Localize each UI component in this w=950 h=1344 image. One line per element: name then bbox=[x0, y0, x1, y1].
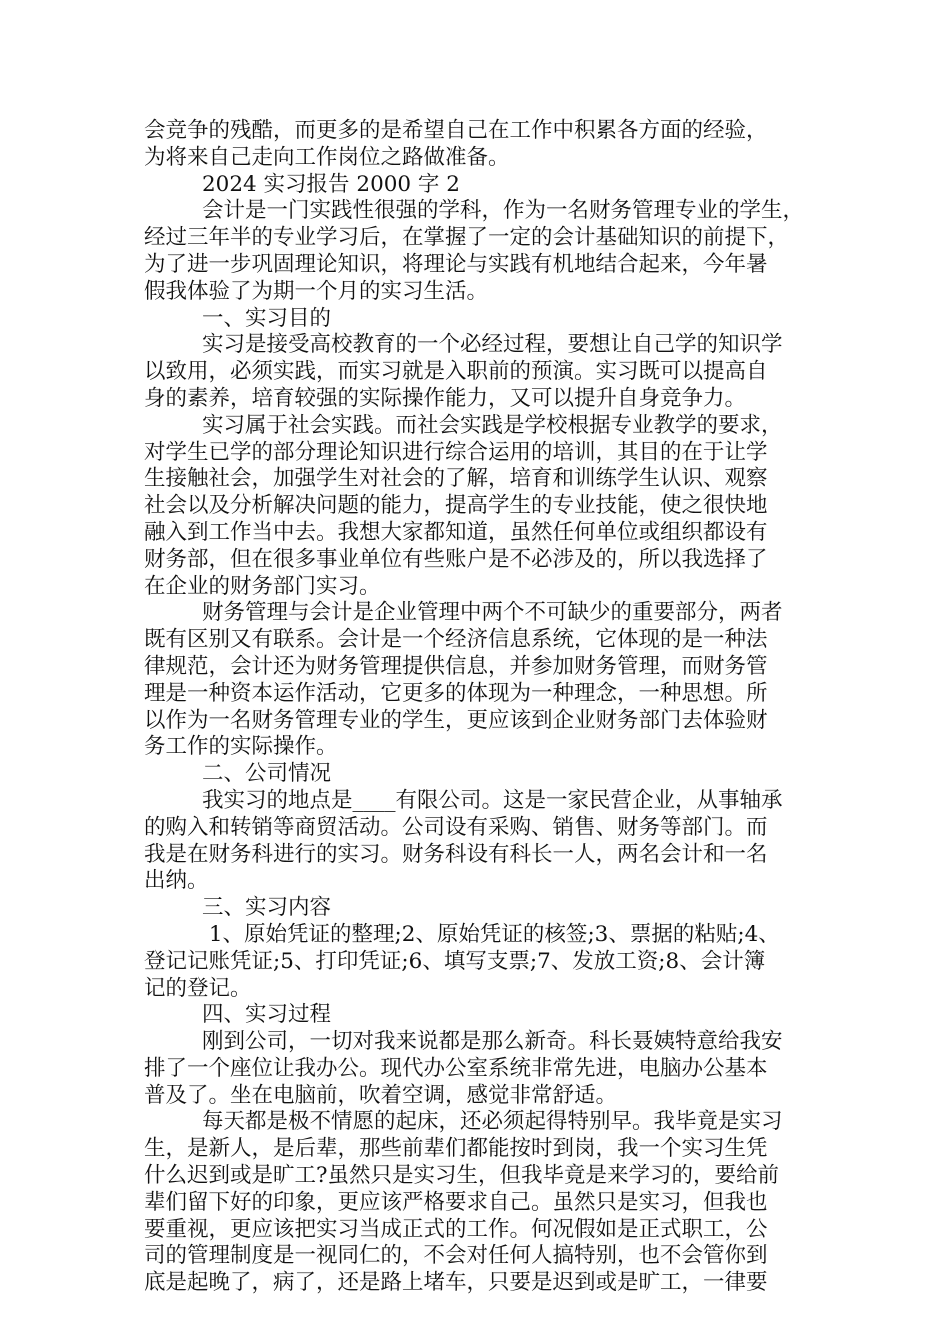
text-line: 的购入和转销等商贸活动。公司设有采购、销售、财务等部门。而 bbox=[144, 814, 768, 840]
text-line: 出纳。 bbox=[144, 868, 209, 894]
text-line: 理是一种资本运作活动，它更多的体现为一种理念，一种思想。所 bbox=[144, 680, 768, 706]
text-line: 生接触社会，加强学生对社会的了解，培育和训练学生认识、观察 bbox=[144, 466, 768, 492]
text-line: 以致用，必须实践，而实习就是入职前的预演。实习既可以提高自 bbox=[144, 359, 768, 385]
text-line: 律规范，会计还为财务管理提供信息，并参加财务管理，而财务管 bbox=[144, 653, 768, 679]
text-line: 底是起晚了，病了，还是路上堵车，只要是迟到或是旷工，一律要 bbox=[144, 1270, 768, 1296]
text-line: 以作为一名财务管理专业的学生，更应该到企业财务部门去体验财 bbox=[144, 707, 768, 733]
text-line: 四、实习过程 bbox=[202, 1002, 332, 1028]
text-line: 身的素养，培育较强的实际操作能力，又可以提升自身竞争力。 bbox=[144, 385, 747, 411]
text-line: 既有区别又有联系。会计是一个经济信息系统，它体现的是一种法 bbox=[144, 627, 768, 653]
text-line: 什么迟到或是旷工?虽然只是实习生，但我毕竟是来学习的，要给前 bbox=[144, 1163, 780, 1189]
text-line: 社会以及分析解决问题的能力，提高学生的专业技能，使之很快地 bbox=[144, 493, 768, 519]
text-line: 会计是一门实践性很强的学科，作为一名财务管理专业的学生， bbox=[202, 198, 805, 224]
text-line: 刚到公司，一切对我来说都是那么新奇。科长聂姨特意给我安 bbox=[202, 1029, 783, 1055]
text-line: 普及了。坐在电脑前，吹着空调，感觉非常舒适。 bbox=[144, 1082, 618, 1108]
text-line: 记的登记。 bbox=[144, 975, 252, 1001]
text-line: 在企业的财务部门实习。 bbox=[144, 573, 381, 599]
text-line: 1、原始凭证的整理;2、原始凭证的核签;3、票据的粘贴;4、 bbox=[202, 921, 780, 947]
text-line: 二、公司情况 bbox=[202, 761, 332, 787]
text-line: 经过三年半的专业学习后，在掌握了一定的会计基础知识的前提下， bbox=[144, 225, 790, 251]
text-line: 每天都是极不情愿的起床，还必须起得特别早。我毕竟是实习 bbox=[202, 1109, 783, 1135]
text-line: 要重视，更应该把实习当成正式的工作。何况假如是正式职工，公 bbox=[144, 1216, 768, 1242]
text-line: 我实习的地点是____有限公司。这是一家民营企业，从事轴承 bbox=[202, 787, 783, 813]
text-line: 财务部，但在很多事业单位有些账户是不必涉及的，所以我选择了 bbox=[144, 546, 768, 572]
text-line: 生，是新人，是后辈，那些前辈们都能按时到岗，我一个实习生凭 bbox=[144, 1136, 768, 1162]
text-line: 我是在财务科进行的实习。财务科设有科长一人，两名会计和一名 bbox=[144, 841, 768, 867]
text-line: 实习属于社会实践。而社会实践是学校根据专业教学的要求， bbox=[202, 412, 783, 438]
text-line: 融入到工作当中去。我想大家都知道，虽然任何单位或组织都设有 bbox=[144, 519, 768, 545]
text-line: 为了进一步巩固理论知识，将理论与实践有机地结合起来，今年暑 bbox=[144, 251, 768, 277]
text-line: 辈们留下好的印象，更应该严格要求自己。虽然只是实习，但我也 bbox=[144, 1189, 768, 1215]
text-line: 2024 实习报告 2000 字 2 bbox=[202, 171, 460, 197]
text-line: 司的管理制度是一视同仁的，不会对任何人搞特别，也不会管你到 bbox=[144, 1243, 768, 1269]
text-line: 登记记账凭证;5、打印凭证;6、填写支票;7、发放工资;8、会计簿 bbox=[144, 948, 766, 974]
text-line: 会竞争的残酷，而更多的是希望自己在工作中积累各方面的经验， bbox=[144, 118, 768, 143]
text-line: 财务管理与会计是企业管理中两个不可缺少的重要部分，两者 bbox=[202, 600, 783, 626]
text-line: 一、实习目的 bbox=[202, 305, 332, 331]
text-line: 为将来自己走向工作岗位之路做准备。 bbox=[144, 144, 510, 170]
document-page bbox=[144, 118, 832, 1297]
text-line: 假我体验了为期一个月的实习生活。 bbox=[144, 278, 489, 304]
text-line: 实习是接受高校教育的一个必经过程，要想让自己学的知识学 bbox=[202, 332, 783, 358]
text-line: 三、实习内容 bbox=[202, 895, 332, 921]
text-line: 排了一个座位让我办公。现代办公室系统非常先进，电脑办公基本 bbox=[144, 1055, 768, 1081]
text-line: 务工作的实际操作。 bbox=[144, 734, 338, 760]
text-line: 对学生已学的部分理论知识进行综合运用的培训，其目的在于让学 bbox=[144, 439, 768, 465]
